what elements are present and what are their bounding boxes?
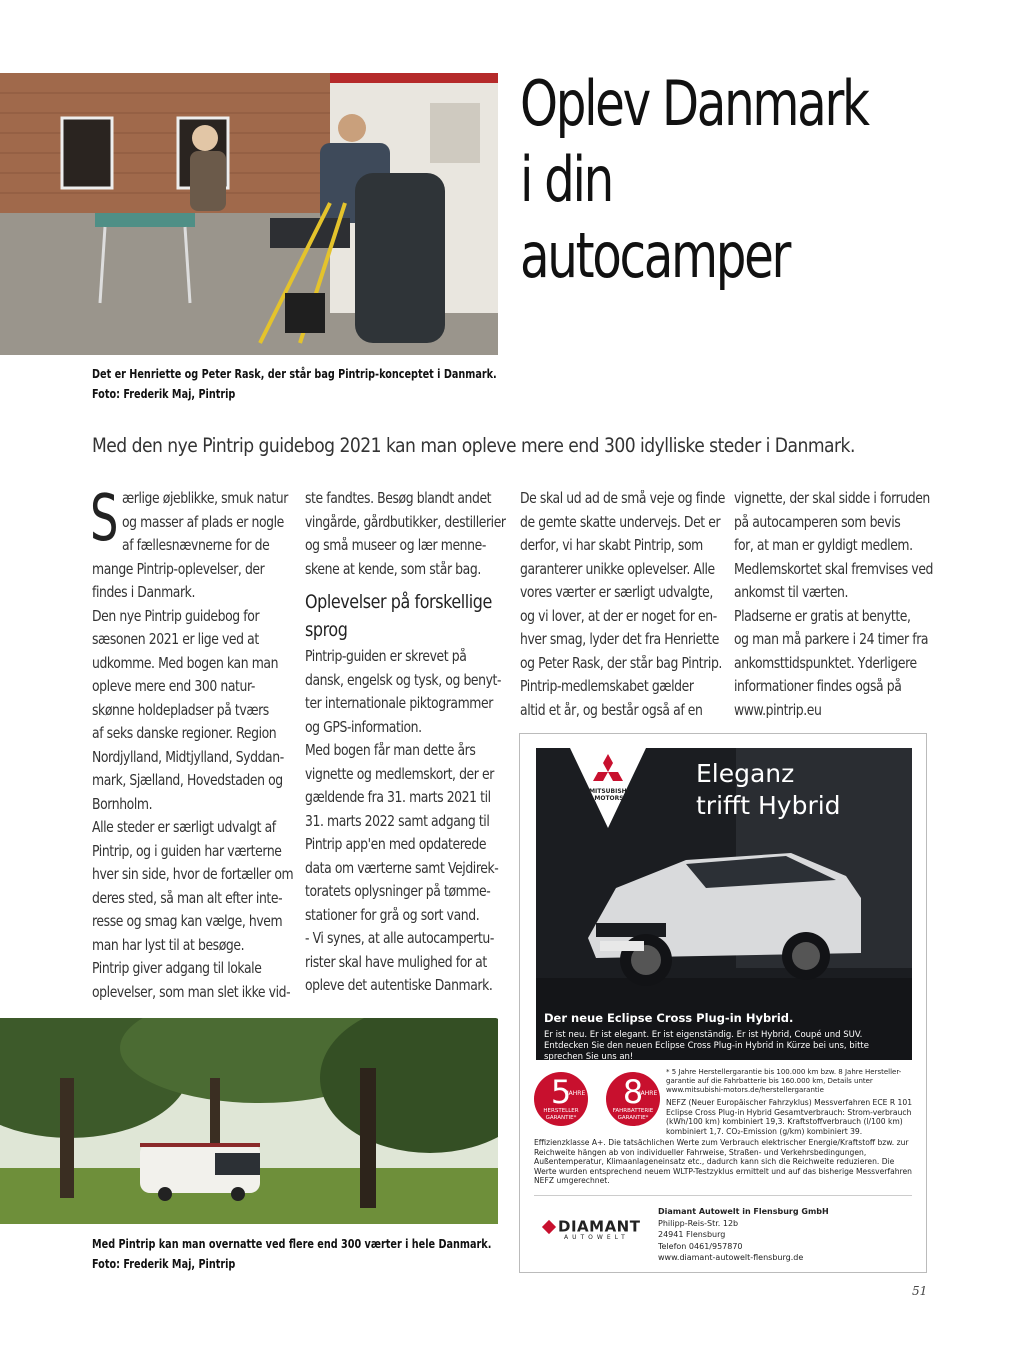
col1-line: mark, Sjælland, Hovedstaden og <box>92 772 283 789</box>
col1-line: skønne holdepladser på tværs <box>92 701 269 719</box>
badge-number: 5 <box>550 1073 572 1111</box>
mitsubishi-logo-icon <box>589 754 627 788</box>
photo-couple-at-camper <box>0 73 498 355</box>
drop-cap: S <box>90 482 119 556</box>
col2-line: rister skal have mulighed for at <box>305 953 487 971</box>
diamant-logo-subtext: AUTOWELT <box>564 1233 629 1241</box>
col1-line: Nordjylland, Midtjylland, Syddan- <box>92 748 284 766</box>
diamant-logo-text: DIAMANT <box>558 1217 641 1236</box>
ad-divider <box>534 1195 912 1196</box>
headline-line-3: autocamper <box>520 219 790 292</box>
col2-line: toratets oplysninger på tømme- <box>305 883 491 900</box>
dealer-name: Diamant Autowelt in Flensburg GmbH <box>658 1207 829 1216</box>
col3-line: derfor, vi har skabt Pintrip, som <box>520 537 703 554</box>
col4-line: ankomsttidspunktet. Yderligere <box>734 654 917 672</box>
col3-line: De skal ud ad de små veje og finde <box>520 490 725 507</box>
brand-line-1: MITSUBISHI <box>589 788 629 795</box>
col1-line: oplevelser, som man slet ikke vid- <box>92 983 291 1001</box>
col4-line: ankomst til værten. <box>734 584 849 601</box>
subheading-line-2: sprog <box>305 619 348 641</box>
col4-line: på autocamperen som bevis <box>734 513 901 531</box>
ad-hero <box>536 748 912 1060</box>
col1-line: Bornholm. <box>92 795 153 813</box>
efficiency-info: Effizienzklasse A+. Die tatsächlichen Werte zum Verbrauch elektrischer Energie/Kraftstoff bzw. zur Reichweite hängen ab von individueller Fahrweise, Straßen- und Verkehrsbedingungen, Außentemperatur, Klimaanlageneinsatz etc., dadurch kann sich die Reichweite reduzieren. Die Werte wurden entsprechend neuem WLTP-Testzyklus ermittelt und auf das bisherige Messverfahren NEFZ umgerechnet. <box>534 1138 912 1186</box>
col1-line: findes i Danmark. <box>92 584 195 601</box>
col1-line: hver sin side, hvor de fortæller om <box>92 866 294 883</box>
col1-line: man har lyst til at besøge. <box>92 936 245 954</box>
col4-line: Pladserne er gratis at benytte, <box>734 607 911 625</box>
col1-line: deres sted, så man alt efter inte- <box>92 889 283 907</box>
photo-camper-in-forest <box>0 1018 498 1224</box>
col4-line: informationer findes også på <box>734 678 902 695</box>
badge-label: HERSTELLER GARANTIE* <box>543 1108 579 1121</box>
brand-line-2: MOTORS <box>594 795 624 802</box>
headline <box>520 66 894 294</box>
mitsubishi-brand-text <box>584 788 634 802</box>
pintrip-link[interactable]: www.pintrip.eu <box>734 701 822 719</box>
col2-line: Pintrip app'en med opdaterede <box>305 836 487 853</box>
col4-line: for, at man er gyldigt medlem. <box>734 537 913 554</box>
diamant-diamond-icon <box>542 1219 556 1233</box>
consumption-info: NEFZ (Neuer Europäischer Fahrzyklus) Messverfahren ECE R 101 Eclipse Cross Plug-in Hybrid Gesamtverbrauch: Strom-verbrauch (kWh/100 km) kombiniert 19,3. Kraftstoffverbrauch (l/100 km) kombiniert 1,7. CO₂-Emission (g/km) kombiniert 39. <box>666 1098 913 1136</box>
col3-line: garanterer unikke oplevelser. Alle <box>520 560 715 578</box>
col1-line: Pintrip, og i guiden har værterne <box>92 842 282 860</box>
col2-line: og små museer og lær menne- <box>305 537 486 554</box>
col2-line: vingårde, gårdbutikker, destillerier <box>305 513 506 531</box>
warranty-badge-5 <box>534 1072 588 1126</box>
col2-line: data om værterne samt Vejdirek- <box>305 859 499 877</box>
dealer-phone: Telefon 0461/957870 <box>658 1241 743 1251</box>
badge-unit: JAHRE <box>639 1090 658 1097</box>
diamant-logo <box>544 1216 640 1241</box>
col3-line: og Peter Rask, der står bag Pintrip. <box>520 654 722 672</box>
col3-line: hver smag, lyder det fra Henriette <box>520 631 719 648</box>
col2-line: og GPS-information. <box>305 718 422 736</box>
col1-line: udkomme. Med bogen kan man <box>92 654 279 672</box>
col2-line: ste fandtes. Besøg blandt andet <box>305 490 492 507</box>
photo1-caption-text: Det er Henriette og Peter Rask, der står bag Pintrip-konceptet i Danmark. <box>92 366 497 381</box>
col3-line: de gemte skatte undervejs. Det er <box>520 513 721 531</box>
headline-line-1: Oplev Danmark <box>520 67 868 140</box>
col1-line: af seks danske regioner. Region <box>92 725 277 742</box>
article-column-1 <box>90 482 332 1004</box>
col1-line: mange Pintrip-oplevelser, der <box>92 560 265 578</box>
col2-line: stationer for grå og sort vand. <box>305 906 480 924</box>
col1-line: opleve mere end 300 natur- <box>92 678 255 695</box>
col1-line: Alle steder er særligt udvalgt af <box>92 819 276 836</box>
photo2-caption-text: Med Pintrip kan man overnatte ved flere end 300 værter i hele Danmark. <box>92 1236 492 1251</box>
col2-line: Med bogen får man dette års <box>305 742 476 759</box>
col1-line: resse og smag kan vælge, hvem <box>92 913 283 930</box>
article-column-3 <box>520 487 764 722</box>
headline-line-2: i din <box>520 143 612 216</box>
col2-line: opleve det autentiske Danmark. <box>305 977 493 994</box>
ad-title <box>696 758 841 822</box>
warranty-badge-8 <box>606 1072 660 1126</box>
col1-line: ærlige øjeblikke, smuk natur <box>122 490 288 507</box>
lead-paragraph: Med den nye Pintrip guidebog 2021 kan man opleve mere end 300 idylliske steder i Danmark. <box>92 434 855 457</box>
col2-line: dansk, engelsk og tysk, og benyt- <box>305 671 502 689</box>
dealer-website-link[interactable]: www.diamant-autowelt-flensburg.de <box>658 1253 804 1262</box>
col2-line: ter internationale piktogrammer <box>305 695 493 712</box>
ad-subtitle: Der neue Eclipse Cross Plug-in Hybrid. <box>544 1011 794 1025</box>
col1-line: af fællesnævnerne for de <box>122 537 270 554</box>
col3-line: og vi lover, at der er noget for en- <box>520 607 717 625</box>
badge-number: 8 <box>622 1073 644 1111</box>
col3-line: Pintrip-medlemskabet gælder <box>520 678 694 695</box>
article-column-2 <box>305 487 544 998</box>
col3-line: altid et år, og består også af en <box>520 701 703 719</box>
col2-line: vignette og medlemskort, der er <box>305 765 494 783</box>
ad-body: Er ist neu. Er ist elegant. Er ist eigenständig. Er ist Hybrid, Coupé und SUV. Entdecken Sie den neuen Eclipse Cross Plug-in Hybrid in Kürze bei uns, bitte sprechen Sie uns an! <box>544 1030 869 1060</box>
dealer-city: 24941 Flensburg <box>658 1230 726 1239</box>
photo2-caption <box>92 1234 491 1274</box>
subheading-line-1: Oplevelser på forskellige <box>305 591 492 613</box>
col4-line: Medlemskortet skal fremvises ved <box>734 560 934 578</box>
photo2-caption-credit: Foto: Frederik Maj, Pintrip <box>92 1256 236 1271</box>
ad-title-line-1: Eleganz <box>696 759 795 788</box>
col1-line: og masser af plads er nogle <box>122 513 284 531</box>
mitsubishi-advertisement <box>519 733 927 1273</box>
col3-line: vores værter er særligt udvalgte, <box>520 584 713 601</box>
photo1-caption-credit: Foto: Frederik Maj, Pintrip <box>92 386 236 401</box>
col2-line: skene at kende, som står bag. <box>305 560 481 578</box>
warranty-footnote: * 5 Jahre Herstellergarantie bis 100.000 km bzw. 8 Jahre Hersteller-garantie auf die Fahrbatterie bis 160.000 km, Details unter www.mitsubishi-motors.de/herstellergarantie <box>666 1068 902 1094</box>
col2-line: 31. marts 2022 samt adgang til <box>305 812 490 830</box>
photo-couple-illustration <box>0 73 498 355</box>
col1-line: sæsonen 2021 er lige ved at <box>92 631 259 648</box>
photo-forest-illustration <box>0 1018 498 1224</box>
col2-line: gældende fra 31. marts 2021 til <box>305 789 491 806</box>
col1-line: Den nye Pintrip guidebog for <box>92 607 260 625</box>
photo1-caption <box>92 364 497 404</box>
badge-unit: JAHRE <box>567 1090 586 1097</box>
badge-label: FAHRBATTERIE GARANTIE* <box>612 1108 654 1121</box>
article-column-4 <box>734 487 971 722</box>
dealer-street: Philipp-Reis-Str. 12b <box>658 1218 739 1228</box>
ad-title-line-2: trifft Hybrid <box>696 791 841 820</box>
col4-line: vignette, der skal sidde i forruden <box>734 490 930 507</box>
page-number: 51 <box>912 1284 928 1298</box>
col4-line: og man må parkere i 24 timer fra <box>734 631 929 648</box>
col2-line: Pintrip-guiden er skrevet på <box>305 648 467 665</box>
col1-line: Pintrip giver adgang til lokale <box>92 960 262 977</box>
col2-line: - Vi synes, at alle autocampertu- <box>305 930 494 947</box>
dealer-address <box>658 1206 829 1264</box>
